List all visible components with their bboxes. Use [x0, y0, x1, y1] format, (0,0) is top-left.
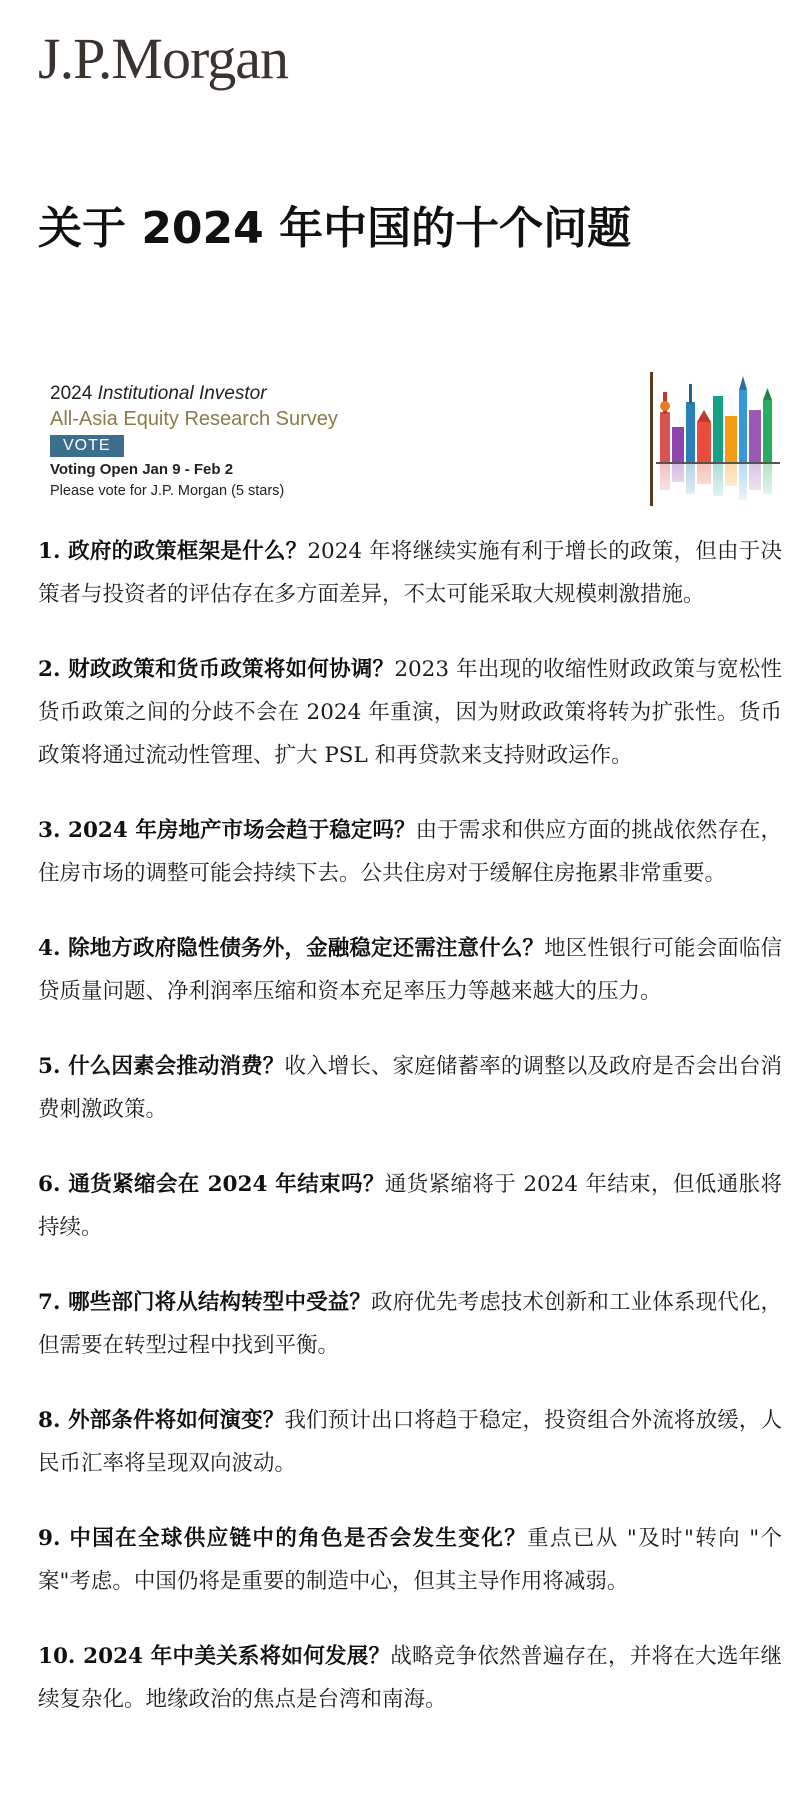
questions-list — [38, 530, 782, 1753]
question-body: 战略竞争依然普遍存在，并将在大选年继续复杂化。地缘政治的焦点是台湾和南海。 — [38, 1644, 782, 1712]
question-item — [38, 1635, 782, 1721]
page-title: 关于 2024 年中国的十个问题 — [38, 203, 632, 254]
question-body: 收入增长、家庭储蓄率的调整以及政府是否会出台消费刺激政策。 — [38, 1054, 782, 1122]
question-heading: 3. 2024 年房地产市场会趋于稳定吗？ — [38, 818, 416, 843]
question-heading: 6. 通货紧缩会在 2024 年结束吗？ — [38, 1172, 385, 1197]
question-item — [38, 530, 782, 616]
question-heading: 8. 外部条件将如何演变？ — [38, 1408, 285, 1433]
voting-dates: Voting Open Jan 9 - Feb 2 — [50, 461, 234, 478]
survey-year: 2024 — [50, 383, 93, 404]
question-item — [38, 1399, 782, 1485]
question-body: 政府优先考虑技术创新和工业体系现代化，但需要在转型过程中找到平衡。 — [38, 1290, 782, 1358]
question-body: 由于需求和供应方面的挑战依然存在，住房市场的调整可能会持续下去。公共住房对于缓解住房拖累非常重要。 — [38, 818, 782, 886]
question-heading: 9. 中国在全球供应链中的角色是否会发生变化？ — [38, 1526, 528, 1551]
asia-cityscape-illustration — [650, 372, 782, 506]
survey-publication-line — [50, 382, 338, 406]
question-body: 2024 年将继续实施有利于增长的政策，但由于决策者与投资者的评估存在多方面差异，不太可能采取大规模刺激措施。 — [38, 539, 782, 607]
question-item — [38, 927, 782, 1013]
question-heading: 5. 什么因素会推动消费？ — [38, 1054, 285, 1079]
question-heading: 10. 2024 年中美关系将如何发展？ — [38, 1644, 391, 1669]
question-heading: 7. 哪些部门将从结构转型中受益？ — [38, 1290, 371, 1315]
question-heading: 2. 财政政策和货币政策将如何协调？ — [38, 657, 395, 682]
question-item — [38, 1517, 782, 1603]
question-body: 地区性银行可能会面临信贷质量问题、净利润率压缩和资本充足率压力等越来越大的压力。 — [38, 936, 782, 1004]
survey-banner[interactable] — [46, 372, 782, 506]
vote-button[interactable]: VOTE — [50, 435, 124, 457]
survey-publication: Institutional Investor — [97, 383, 267, 404]
survey-name: All-Asia Equity Research Survey — [50, 408, 338, 430]
survey-text — [50, 382, 338, 501]
vote-prompt: Please vote for J.P. Morgan (5 stars) — [50, 483, 285, 499]
jpmorgan-logo: J.P.Morgan — [38, 26, 288, 91]
question-item — [38, 1045, 782, 1131]
question-body: 重点已从 "及时"转向 "个案"考虑。中国仍将是重要的制造中心，但其主导作用将减弱。 — [38, 1526, 783, 1594]
question-item — [38, 648, 782, 777]
question-body: 我们预计出口将趋于稳定，投资组合外流将放缓，人民币汇率将呈现双向波动。 — [38, 1408, 782, 1476]
question-heading: 4. 除地方政府隐性债务外，金融稳定还需注意什么？ — [38, 936, 545, 961]
question-item — [38, 809, 782, 895]
question-item — [38, 1163, 782, 1249]
question-body: 通货紧缩将于 2024 年结束，但低通胀将持续。 — [38, 1172, 782, 1240]
question-heading: 1. 政府的政策框架是什么？ — [38, 539, 308, 564]
question-item — [38, 1281, 782, 1367]
question-body: 2023 年出现的收缩性财政政策与宽松性货币政策之间的分歧不会在 2024 年重演，因为财政政策将转为扩张性。货币政策将通过流动性管理、扩大 PSL 和再贷款来支持财政运作。 — [38, 657, 782, 768]
